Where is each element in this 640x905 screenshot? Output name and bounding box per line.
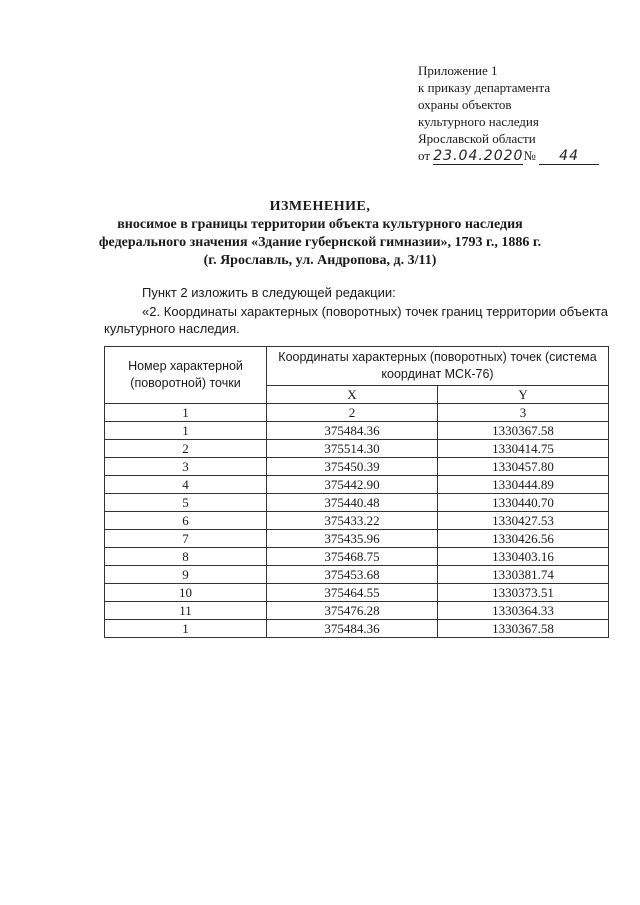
point-number-cell: 8	[105, 548, 267, 566]
header-coordinates: Координаты характерных (поворотных) точек (система координат МСК-76)	[267, 347, 609, 386]
x-coordinate-cell: 375484.36	[267, 620, 438, 638]
point-number-cell: 9	[105, 566, 267, 584]
appendix-line: к приказу департамента	[418, 80, 551, 95]
y-coordinate-cell: 1330367.58	[438, 620, 609, 638]
table-row	[105, 476, 609, 494]
column-number-cell: 1	[105, 404, 267, 422]
appendix-line: Ярославской области	[418, 131, 536, 146]
date-prefix: от	[418, 148, 431, 163]
y-coordinate-cell: 1330440.70	[438, 494, 609, 512]
table-row	[105, 530, 609, 548]
column-number-cell: 3	[438, 404, 609, 422]
point-number-cell: 4	[105, 476, 267, 494]
x-coordinate-cell: 375450.39	[267, 458, 438, 476]
appendix-line: Приложение 1	[418, 63, 498, 78]
y-coordinate-cell: 1330457.80	[438, 458, 609, 476]
x-coordinate-cell: 375468.75	[267, 548, 438, 566]
coordinates-table	[104, 346, 609, 638]
x-coordinate-cell: 375484.36	[267, 422, 438, 440]
document-heading	[40, 198, 600, 270]
x-coordinate-cell: 375514.30	[267, 440, 438, 458]
y-coordinate-cell: 1330444.89	[438, 476, 609, 494]
table-row	[105, 440, 609, 458]
handwritten-number: 44	[539, 148, 599, 165]
order-date-line	[418, 147, 608, 165]
point-number-cell: 1	[105, 620, 267, 638]
table-row	[105, 602, 609, 620]
heading-line: федерального значения «Здание губернской гимназии», 1793 г., 1886 г.	[98, 235, 542, 250]
x-coordinate-cell: 375435.96	[267, 530, 438, 548]
y-coordinate-cell: 1330381.74	[438, 566, 609, 584]
point-number-cell: 1	[105, 422, 267, 440]
table-row	[105, 584, 609, 602]
x-coordinate-cell: 375433.22	[267, 512, 438, 530]
point-number-cell: 2	[105, 440, 267, 458]
y-coordinate-cell: 1330427.53	[438, 512, 609, 530]
header-x: X	[267, 386, 438, 404]
y-coordinate-cell: 1330426.56	[438, 530, 609, 548]
point-number-cell: 10	[105, 584, 267, 602]
header-point-number: Номер характерной (поворотной) точки	[105, 347, 267, 404]
point-number-cell: 5	[105, 494, 267, 512]
x-coordinate-cell: 375440.48	[267, 494, 438, 512]
table-row	[105, 620, 609, 638]
body-paragraph: Пункт 2 изложить в следующей редакции:	[142, 285, 396, 300]
y-coordinate-cell: 1330414.75	[438, 440, 609, 458]
x-coordinate-cell: 375476.28	[267, 602, 438, 620]
point-number-cell: 3	[105, 458, 267, 476]
heading-line: (г. Ярославль, ул. Андропова, д. 3/11)	[203, 253, 437, 268]
table-row	[105, 548, 609, 566]
point-number-cell: 7	[105, 530, 267, 548]
appendix-block	[418, 62, 608, 165]
table-row	[105, 512, 609, 530]
appendix-line: культурного наследия	[418, 114, 539, 129]
x-coordinate-cell: 375453.68	[267, 566, 438, 584]
point-number-cell: 11	[105, 602, 267, 620]
handwritten-date: 23.04.2020	[433, 148, 524, 164]
table-body	[105, 422, 609, 638]
table-row	[105, 494, 609, 512]
x-coordinate-cell: 375442.90	[267, 476, 438, 494]
point-number-cell: 6	[105, 512, 267, 530]
table-row	[105, 458, 609, 476]
table-row	[105, 422, 609, 440]
heading-title: ИЗМЕНЕНИЕ,	[269, 199, 371, 214]
number-sign: №	[523, 148, 536, 163]
y-coordinate-cell: 1330403.16	[438, 548, 609, 566]
table-row	[105, 566, 609, 584]
column-number-cell: 2	[267, 404, 438, 422]
body-paragraph: «2. Координаты характерных (поворотных) точек границ территории объекта культурного наследия.	[104, 304, 608, 336]
header-y: Y	[438, 386, 609, 404]
y-coordinate-cell: 1330367.58	[438, 422, 609, 440]
appendix-line: охраны объектов	[418, 97, 512, 112]
x-coordinate-cell: 375464.55	[267, 584, 438, 602]
y-coordinate-cell: 1330364.33	[438, 602, 609, 620]
y-coordinate-cell: 1330373.51	[438, 584, 609, 602]
heading-line: вносимое в границы территории объекта культурного наследия	[117, 217, 523, 232]
